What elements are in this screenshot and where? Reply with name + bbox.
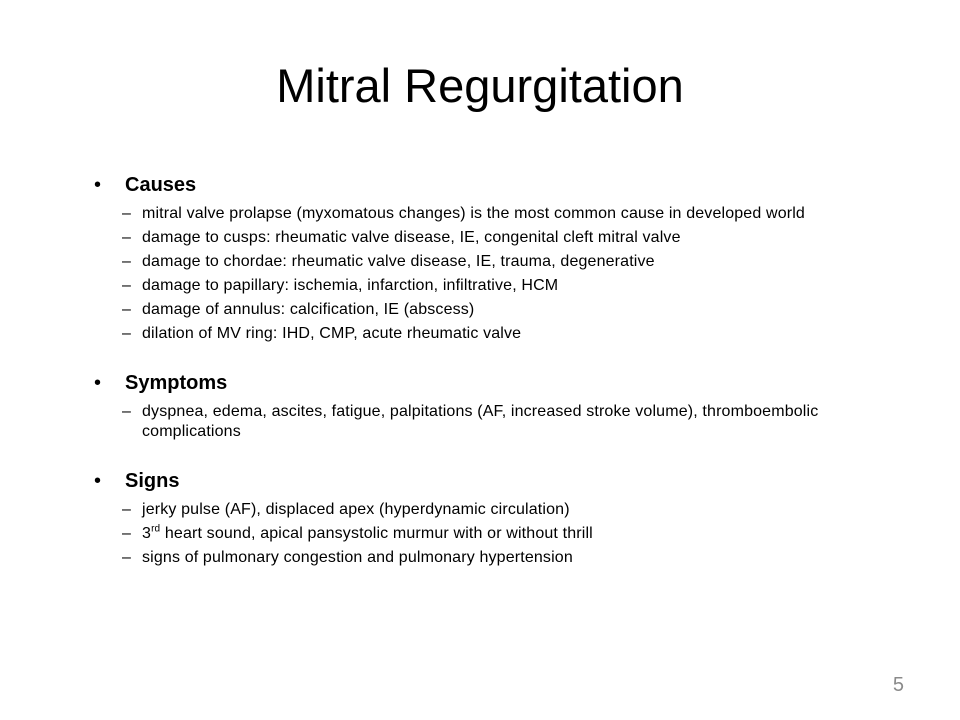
section-heading: Symptoms — [125, 372, 228, 394]
dash-icon: – — [122, 301, 131, 318]
list-item-text: damage to papillary: ischemia, infarction, infiltrative, HCM — [142, 277, 559, 294]
bullet-icon: • — [94, 372, 102, 394]
section-heading-row — [94, 368, 894, 398]
list-item-text: signs of pulmonary congestion and pulmonary hypertension — [142, 549, 573, 566]
list-item — [122, 204, 894, 224]
dash-icon: – — [122, 229, 131, 246]
list-item-text: mitral valve prolapse (myxomatous changes) is the most common cause in developed world — [142, 205, 805, 222]
list-item — [122, 500, 894, 520]
slide-title: Mitral Regurgitation — [276, 59, 684, 112]
ordinal-suffix: rd — [151, 523, 161, 535]
list-item-text: damage to cusps: rheumatic valve disease, IE, congenital cleft mitral valve — [142, 229, 681, 246]
dash-icon: – — [122, 549, 131, 566]
subitem-list — [94, 204, 894, 344]
list-item-text: dyspnea, edema, ascites, fatigue, palpitations (AF, increased stroke volume), thromboembolic complications — [142, 403, 819, 440]
subitem-list — [94, 500, 894, 568]
section-heading-row — [94, 170, 894, 200]
list-item-text: damage of annulus: calcification, IE (abscess) — [142, 301, 475, 318]
list-item — [122, 548, 894, 568]
list-item — [122, 228, 894, 248]
dash-icon: – — [122, 501, 131, 518]
list-item-text — [142, 524, 593, 544]
page-number: 5 — [892, 674, 904, 696]
bullet-icon: • — [94, 470, 102, 492]
bullet-icon: • — [94, 174, 102, 196]
list-item-text: dilation of MV ring: IHD, CMP, acute rheumatic valve — [142, 325, 522, 342]
dash-icon: – — [122, 277, 131, 294]
list-item — [122, 252, 894, 272]
section-signs — [94, 466, 894, 568]
subitem-list — [94, 402, 894, 442]
list-item-text: damage to chordae: rheumatic valve disease, IE, trauma, degenerative — [142, 253, 655, 270]
list-item-text: jerky pulse (AF), displaced apex (hyperdynamic circulation) — [142, 501, 570, 518]
dash-icon: – — [122, 253, 131, 270]
dash-icon: – — [122, 403, 131, 420]
dash-icon: – — [122, 525, 131, 542]
section-heading: Causes — [125, 174, 197, 196]
list-item-text-rest: heart sound, apical pansystolic murmur with or without thrill — [160, 525, 593, 542]
list-item — [122, 324, 894, 344]
list-item — [122, 524, 894, 544]
section-symptoms — [94, 368, 894, 442]
list-item — [122, 300, 894, 320]
section-heading: Signs — [125, 470, 180, 492]
section-heading-row — [94, 466, 894, 496]
slide-content — [94, 170, 894, 568]
section-causes — [94, 170, 894, 344]
list-item — [122, 402, 894, 442]
ordinal-number: 3 — [142, 525, 152, 542]
list-item — [122, 276, 894, 296]
dash-icon: – — [122, 205, 131, 222]
dash-icon: – — [122, 325, 131, 342]
